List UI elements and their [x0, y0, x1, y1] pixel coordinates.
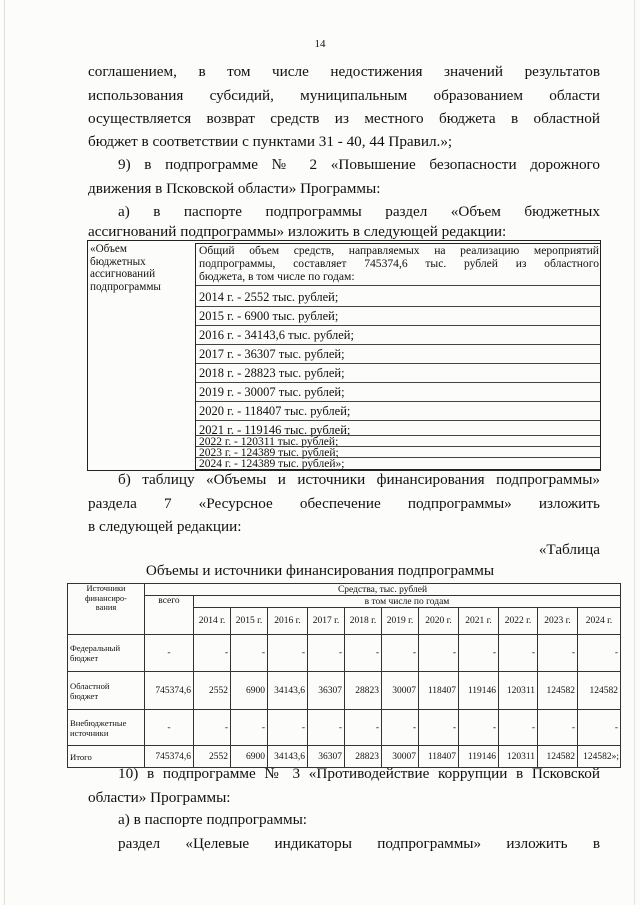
body-line: раздел «Целевые индикаторы подпрограммы» изложить в	[118, 835, 600, 852]
year-header: 2018 г.	[345, 608, 382, 635]
table-row-federal	[68, 635, 621, 672]
cell: 118407	[419, 672, 459, 710]
year-header: 2024 г.	[578, 608, 621, 635]
year-header: 2021 г.	[459, 608, 499, 635]
header-by-year: в том числе по годам	[194, 596, 621, 608]
cell: 745374,6	[145, 746, 194, 768]
cell: -	[538, 710, 578, 746]
table-title: Объемы и источники финансирования подпрограммы	[145, 562, 495, 579]
body-line: а) в паспорте подпрограммы:	[118, 811, 307, 828]
row-source: Федеральный бюджет	[68, 635, 145, 672]
passport-year-line: 2022 г. - 120311 тыс. рублей;	[199, 436, 339, 448]
row-source: Внебюджетные источники	[68, 710, 145, 746]
cell: 30007	[382, 746, 419, 768]
cell: -	[345, 635, 382, 672]
cell: 28823	[345, 746, 382, 768]
table-marker: «Таблица	[538, 541, 600, 558]
year-header: 2017 г.	[308, 608, 345, 635]
body-line: осуществляется возврат средств из местного бюджета в областной	[88, 110, 600, 127]
cell: 745374,6	[145, 672, 194, 710]
passport-year-line: 2017 г. - 36307 тыс. рублей;	[199, 347, 345, 361]
year-header: 2019 г.	[382, 608, 419, 635]
cell: -	[194, 710, 231, 746]
cell: 120311	[499, 746, 538, 768]
passport-year-line: 2024 г. - 124389 тыс. рублей»;	[199, 458, 345, 470]
body-line: бюджет в соответствии с пунктами 31 - 40, 44 Правил.»;	[88, 133, 453, 150]
cell: -	[459, 710, 499, 746]
body-line: а) в паспорте подпрограммы раздел «Объем бюджетных	[118, 203, 600, 220]
header-funds: Средства, тыс. рублей	[145, 584, 621, 596]
body-line: соглашением, в том числе недостижения значений результатов	[88, 63, 600, 80]
year-header: 2023 г.	[538, 608, 578, 635]
cell: 6900	[231, 746, 268, 768]
passport-left-label: «Объем бюджетных ассигнований подпрограммы	[90, 243, 161, 293]
cell: -	[499, 635, 538, 672]
cell: 36307	[308, 746, 345, 768]
cell: 118407	[419, 746, 459, 768]
cell: -	[499, 710, 538, 746]
passport-intro-line: бюджета, в том числе по годам:	[199, 270, 355, 283]
cell: -	[419, 710, 459, 746]
passport-year-line: 2018 г. - 28823 тыс. рублей;	[199, 366, 345, 380]
finance-table	[67, 583, 621, 768]
cell: -	[308, 710, 345, 746]
cell: 119146	[459, 672, 499, 710]
body-line: области» Программы:	[88, 789, 231, 806]
year-header: 2015 г.	[231, 608, 268, 635]
passport-year-line: 2014 г. - 2552 тыс. рублей;	[199, 290, 339, 304]
passport-intro-line: Общий объем средств, направляемых на реализацию мероприятий	[199, 244, 599, 257]
cell: -	[345, 710, 382, 746]
cell: 28823	[345, 672, 382, 710]
cell: -	[145, 635, 194, 672]
cell: -	[578, 635, 621, 672]
year-header: 2016 г.	[268, 608, 308, 635]
body-line: использования субсидий, муниципальным образованием области	[88, 87, 600, 104]
body-line: 10) в подпрограмме № 3 «Противодействие коррупции в Псковской	[118, 765, 600, 782]
table-row-extrabudget	[68, 710, 621, 746]
cell: -	[268, 635, 308, 672]
row-source: Итого	[68, 746, 145, 768]
body-line: в следующей редакции:	[88, 518, 242, 535]
body-line: раздела 7 «Ресурсное обеспечение подпрограммы» изложить	[88, 495, 600, 512]
cell: 119146	[459, 746, 499, 768]
passport-year-line: 2016 г. - 34143,6 тыс. рублей;	[199, 328, 354, 342]
cell: 2552	[194, 672, 231, 710]
table-row-regional	[68, 672, 621, 710]
body-line: движения в Псковской области» Программы:	[88, 180, 381, 197]
cell: -	[231, 635, 268, 672]
year-header: 2022 г.	[499, 608, 538, 635]
cell: -	[538, 635, 578, 672]
cell: -	[268, 710, 308, 746]
year-header: 2020 г.	[419, 608, 459, 635]
scan-edge-right	[634, 0, 635, 905]
passport-year-line: 2023 г. - 124389 тыс. рублей;	[199, 447, 339, 459]
cell: 124582»;	[578, 746, 621, 768]
scan-edge-left	[4, 0, 5, 905]
cell: -	[194, 635, 231, 672]
body-line: б) таблицу «Объемы и источники финансирования подпрограммы»	[118, 471, 600, 488]
cell: 124582	[538, 672, 578, 710]
passport-year-line: 2020 г. - 118407 тыс. рублей;	[199, 404, 351, 418]
passport-intro-line: подпрограммы, составляет 745374,6 тыс. рублей из областного	[199, 257, 599, 270]
cell: -	[308, 635, 345, 672]
row-source: Областной бюджет	[68, 672, 145, 710]
cell: 34143,6	[268, 672, 308, 710]
cell: -	[578, 710, 621, 746]
cell: -	[231, 710, 268, 746]
cell: -	[459, 635, 499, 672]
cell: 2552	[194, 746, 231, 768]
cell: -	[419, 635, 459, 672]
cell: 30007	[382, 672, 419, 710]
cell: -	[382, 710, 419, 746]
cell: -	[145, 710, 194, 746]
cell: -	[382, 635, 419, 672]
page-number: 14	[314, 38, 326, 50]
body-line: 9) в подпрограмме № 2 «Повышение безопасности дорожного	[118, 156, 600, 173]
cell: 34143,6	[268, 746, 308, 768]
year-header: 2014 г.	[194, 608, 231, 635]
cell: 36307	[308, 672, 345, 710]
body-line: ассигнований подпрограммы» изложить в следующей редакции:	[88, 223, 507, 240]
cell: 120311	[499, 672, 538, 710]
cell: 6900	[231, 672, 268, 710]
header-total: всего	[145, 596, 194, 635]
passport-year-line: 2021 г. - 119146 тыс. рублей;	[199, 423, 351, 437]
cell: 124582	[578, 672, 621, 710]
passport-year-line: 2015 г. - 6900 тыс. рублей;	[199, 309, 339, 323]
cell: 124582	[538, 746, 578, 768]
header-source: Источники финансиро- вания	[68, 584, 145, 635]
passport-year-line: 2019 г. - 30007 тыс. рублей;	[199, 385, 345, 399]
